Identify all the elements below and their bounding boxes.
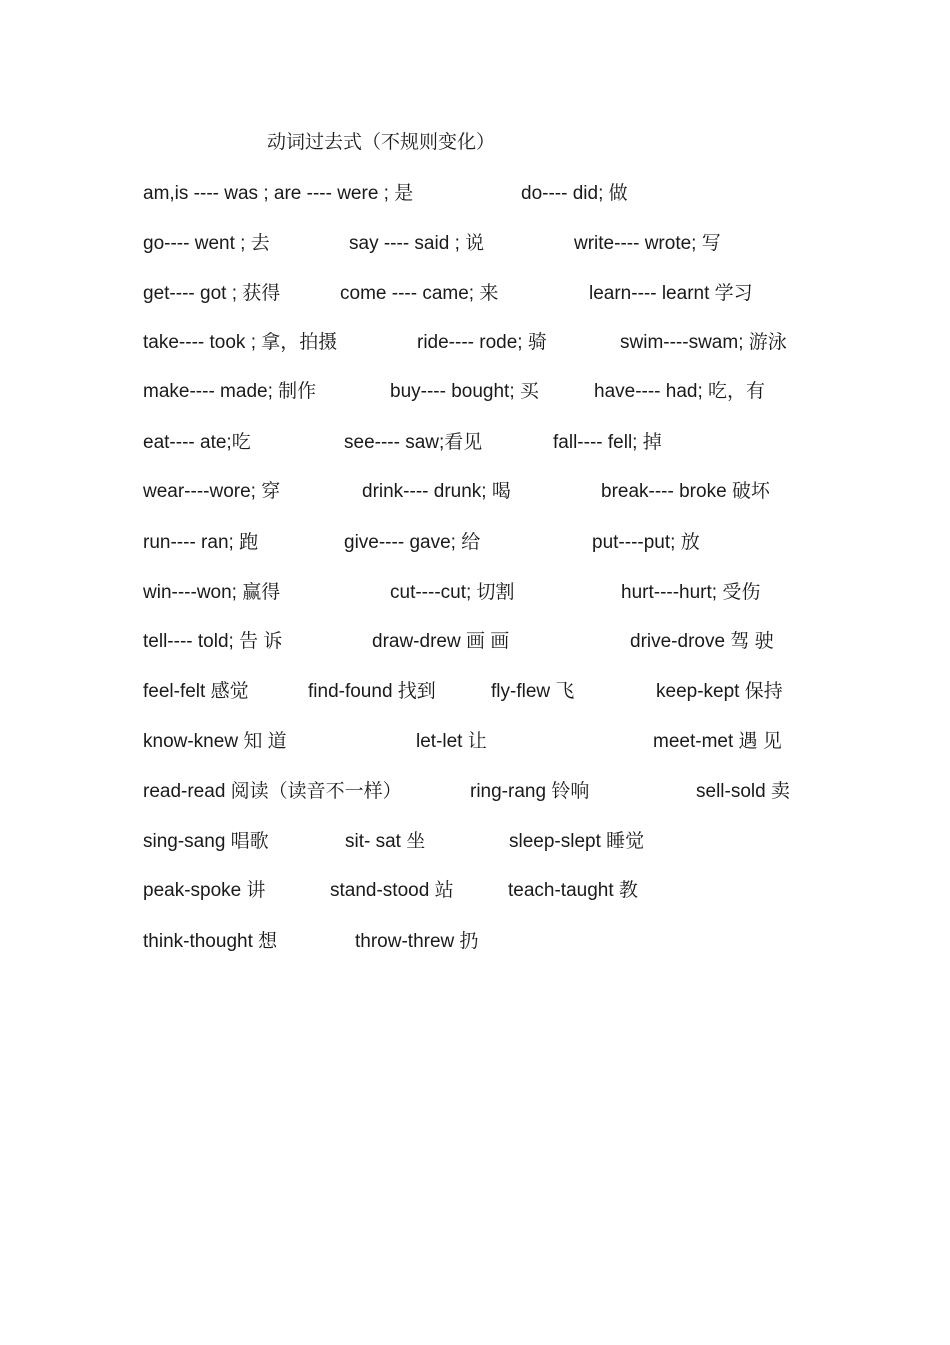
page-title: 动词过去式（不规则变化）	[267, 131, 496, 153]
verb-entry: say ---- said ; 说	[349, 233, 485, 254]
verb-row	[0, 779, 950, 805]
verb-entry: am,is ---- was ; are ---- were ; 是	[143, 183, 414, 204]
verb-entry: let-let 让	[416, 731, 487, 752]
verb-entry: swim----swam; 游泳	[620, 332, 787, 353]
verb-row	[0, 181, 950, 207]
verb-entry: put----put; 放	[592, 532, 700, 553]
verb-entry: give---- gave; 给	[344, 532, 481, 553]
verb-entry: go---- went ; 去	[143, 233, 270, 254]
verb-row	[0, 379, 950, 405]
verb-entry: ring-rang 铃响	[470, 781, 590, 802]
verb-entry: sell-sold 卖	[696, 781, 790, 802]
verb-entry: sing-sang 唱歌	[143, 831, 269, 852]
verb-entry: stand-stood 站	[330, 880, 454, 901]
verb-entry: get---- got ; 获得	[143, 283, 281, 304]
verb-entry: see---- saw;看见	[344, 432, 483, 453]
verb-entry: drink---- drunk; 喝	[362, 481, 511, 502]
verb-entry: tell---- told; 告 诉	[143, 631, 283, 652]
verb-entry: keep-kept 保持	[656, 681, 783, 702]
verb-entry: buy---- bought; 买	[390, 381, 539, 402]
verb-entry: learn---- learnt 学习	[589, 283, 753, 304]
verb-entry: break---- broke 破坏	[601, 481, 770, 502]
verb-entry: hurt----hurt; 受伤	[621, 582, 761, 603]
verb-entry: find-found 找到	[308, 681, 436, 702]
verb-row	[0, 330, 950, 356]
verb-entry: eat---- ate;吃	[143, 432, 251, 453]
verb-row	[0, 729, 950, 755]
verb-row	[0, 829, 950, 855]
verb-row	[0, 479, 950, 505]
verb-entry: write---- wrote; 写	[574, 233, 721, 254]
verb-row	[0, 530, 950, 556]
verb-entry: come ---- came; 来	[340, 283, 499, 304]
verb-entry: feel-felt 感觉	[143, 681, 249, 702]
verb-entry: throw-threw 扔	[355, 931, 479, 952]
verb-entry: take---- took ; 拿，拍摄	[143, 332, 338, 353]
verb-row	[0, 679, 950, 705]
verb-entry: fly-flew 飞	[491, 681, 575, 702]
verb-entry: cut----cut; 切割	[390, 582, 515, 603]
verb-row	[0, 281, 950, 307]
verb-entry: sit- sat 坐	[345, 831, 426, 852]
verb-entry: fall---- fell; 掉	[553, 432, 662, 453]
verb-entry: run---- ran; 跑	[143, 532, 259, 553]
verb-entry: win----won; 赢得	[143, 582, 281, 603]
verb-entry: draw-drew 画 画	[372, 631, 510, 652]
verb-entry: have---- had; 吃，有	[594, 381, 766, 402]
verb-entry: drive-drove 驾 驶	[630, 631, 774, 652]
verb-row	[0, 430, 950, 456]
verb-row	[0, 629, 950, 655]
verb-entry: know-knew 知 道	[143, 731, 287, 752]
verb-row	[0, 929, 950, 955]
verb-entry: wear----wore; 穿	[143, 481, 281, 502]
verb-entry: read-read 阅读（读音不一样）	[143, 781, 402, 802]
verb-entry: ride---- rode; 骑	[417, 332, 547, 353]
verb-entry: make---- made; 制作	[143, 381, 317, 402]
verb-row	[0, 231, 950, 257]
verb-row	[0, 580, 950, 606]
verb-entry: do---- did; 做	[521, 183, 628, 204]
verb-entry: think-thought 想	[143, 931, 278, 952]
verb-entry: peak-spoke 讲	[143, 880, 266, 901]
verb-entry: teach-taught 教	[508, 880, 638, 901]
verb-entry: sleep-slept 睡觉	[509, 831, 645, 852]
verb-row	[0, 878, 950, 904]
verb-entry: meet-met 遇 见	[653, 731, 782, 752]
